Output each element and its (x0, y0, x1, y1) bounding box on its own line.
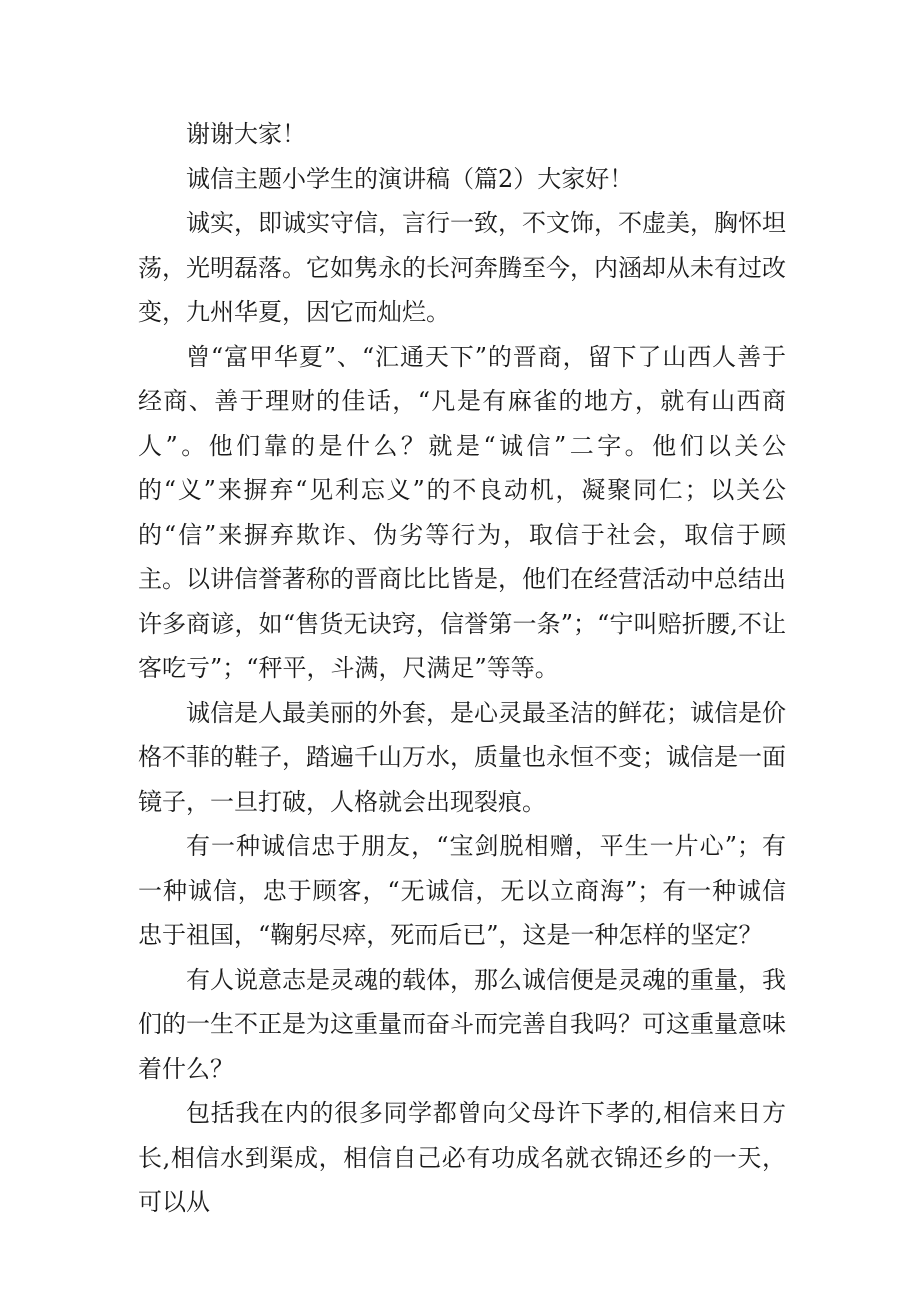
body-paragraph-promises: 包括我在内的很多同学都曾向父母许下孝的,相信来日方长,相信水到渠成，相信自己必有功成名就衣锦还乡的一天，可以从 (138, 1099, 786, 1216)
body-paragraph-soul-weight: 有人说意志是灵魂的载体，那么诚信便是灵魂的重量，我们的一生不正是为这重量而奋斗而完善自我吗？可这重量意味着什么？ (138, 965, 786, 1083)
body-paragraph-honesty-definition: 诚实，即诚实守信，言行一致，不文饰，不虚美，胸怀坦荡，光明磊落。它如隽永的长河奔腾至今，内涵却从未有过改变，九州华夏，因它而灿烂。 (138, 209, 786, 326)
section-heading-paragraph: 诚信主题小学生的演讲稿（篇2）大家好！ (186, 164, 634, 193)
closing-paragraph: 谢谢大家！ (186, 120, 306, 148)
body-paragraph-jin-merchants: 曾“富甲华夏”、“汇通天下”的晋商，留下了山西人善于经商、善于理财的佳话，“凡是有麻雀的地方，就有山西商人”。他们靠的是什么？就是“诚信”二字。他们以关公的“义”来摒弃“见利忘义”的不良动机，凝聚同仁；以关公的“信”来摒弃欺诈、伪劣等行为，取信于社会，取信于顾主。以讲信誉著称的晋商比比皆是，他们在经营活动中总结出许多商谚，如“售货无诀窍，信誉第一条”；“宁叫赔折腰,不让客吃亏”；“秤平，斗满，尺满足”等等。 (138, 342, 786, 682)
body-paragraph-loyalty: 有一种诚信忠于朋友，“宝剑脱相赠，平生一片心”；有一种诚信，忠于顾客，“无诚信，无以立商海”；有一种诚信忠于祖国，“鞠躬尽瘁，死而后已”，这是一种怎样的坚定？ (138, 832, 786, 949)
document-page (138, 112, 786, 1225)
body-paragraph-metaphors: 诚信是人最美丽的外套，是心灵最圣洁的鲜花；诚信是价格不菲的鞋子，踏遍千山万水，质量也永恒不变；诚信是一面镜子，一旦打破，人格就会出现裂痕。 (138, 698, 786, 816)
